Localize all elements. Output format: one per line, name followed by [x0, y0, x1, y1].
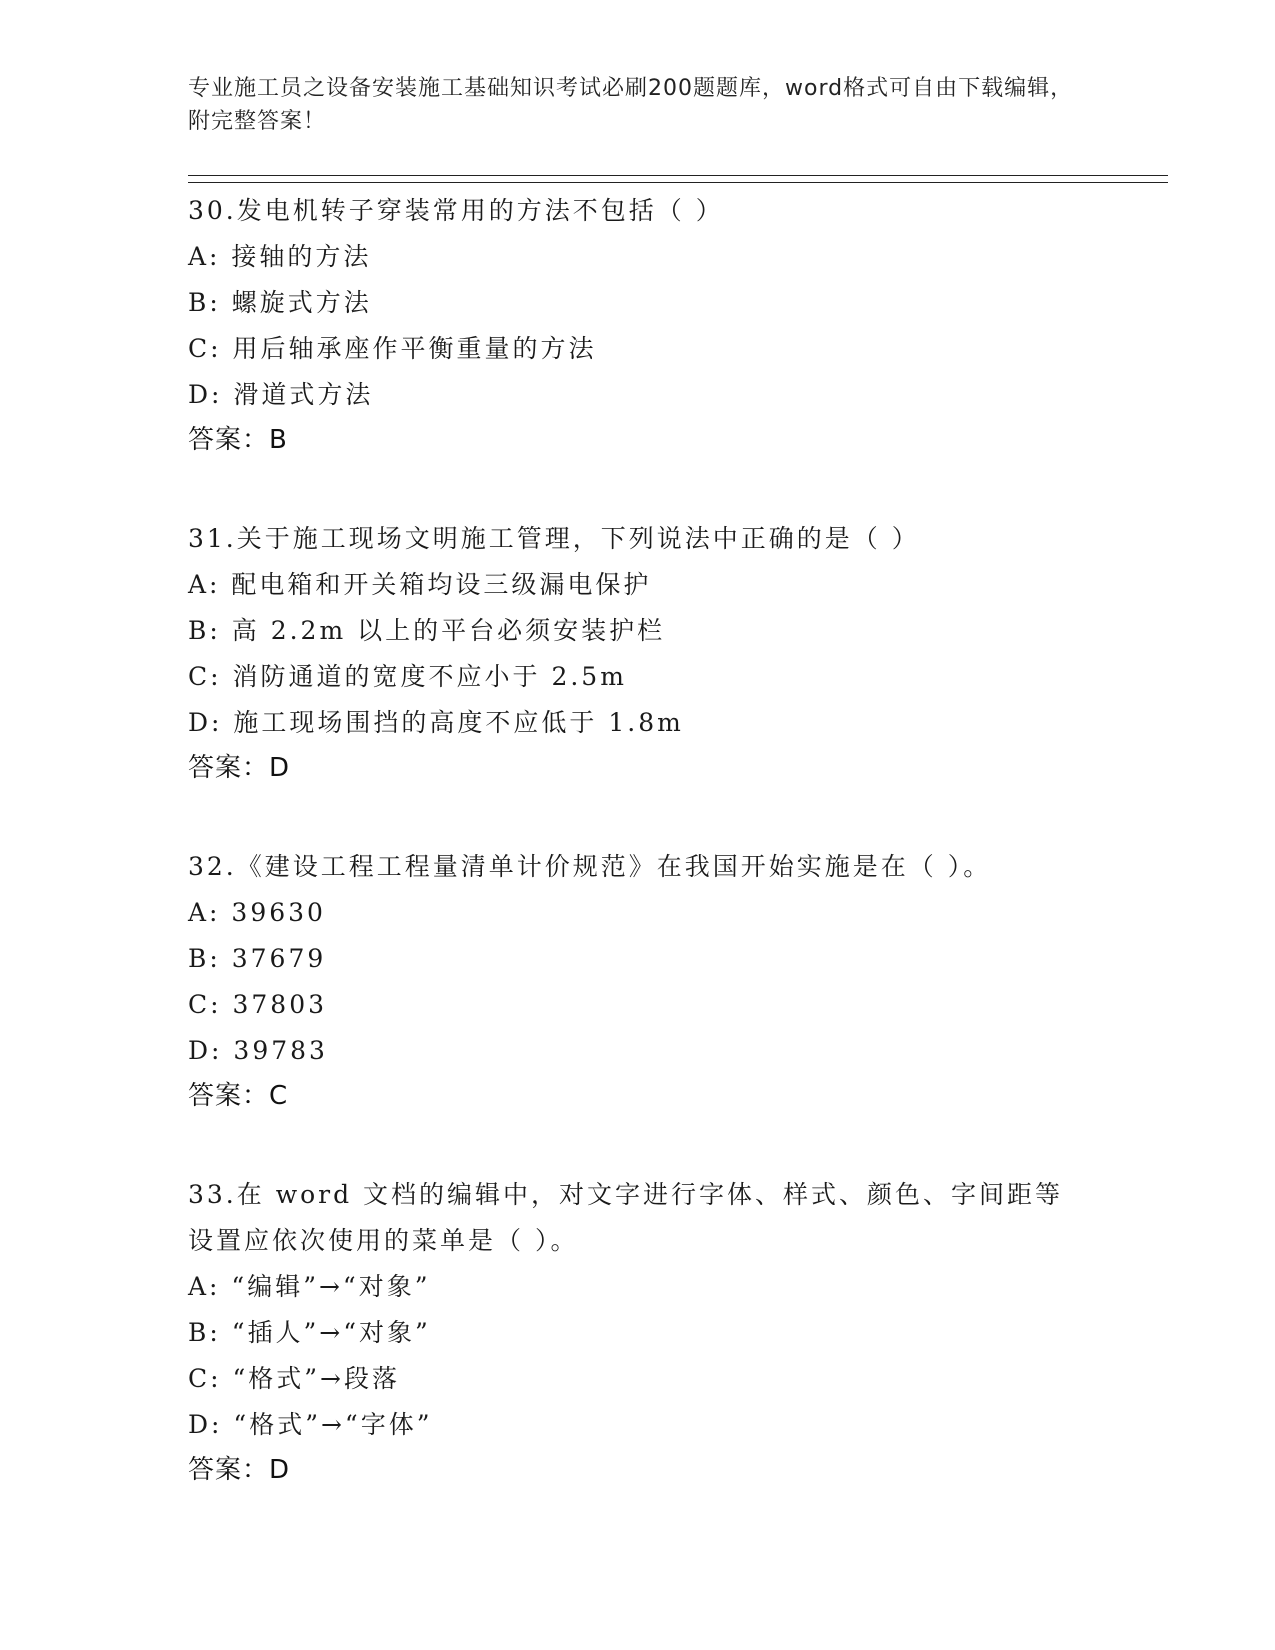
option-d: D: “格式”→“字体” [188, 1410, 433, 1439]
header-rule-top [188, 175, 1168, 176]
answer-text: 答案：C [188, 1081, 289, 1111]
option-b: B: 螺旋式方法 [188, 288, 372, 317]
question-stem: 31.关于施工现场文明施工管理，下列说法中正确的是（ ） [188, 524, 920, 553]
question-33 [188, 1172, 1188, 1492]
question-list [188, 188, 1188, 1546]
question-stem: 30.发电机转子穿装常用的方法不包括（ ） [188, 196, 724, 225]
option-d: D: 滑道式方法 [188, 380, 374, 409]
option-c: C: 用后轴承座作平衡重量的方法 [188, 334, 597, 363]
answer-text: 答案：D [188, 753, 291, 783]
question-31 [188, 516, 1188, 790]
answer-text: 答案：D [188, 1455, 291, 1485]
option-a: A: “编辑”→“对象” [188, 1272, 431, 1301]
question-30 [188, 188, 1188, 462]
option-a: A: 39630 [188, 898, 326, 927]
question-stem-line-1: 33.在 word 文档的编辑中，对文字进行字体、样式、颜色、字间距等 [188, 1180, 1064, 1209]
question-stem-line-2: 设置应依次使用的菜单是（ ）。 [188, 1226, 579, 1255]
question-stem: 32.《建设工程工程量清单计价规范》在我国开始实施是在（ ）。 [188, 852, 992, 881]
answer-text: 答案：B [188, 425, 288, 455]
option-b: B: 高 2.2m 以上的平台必须安装护栏 [188, 616, 666, 645]
option-b: B: 37679 [188, 944, 327, 973]
option-b: B: “插人”→“对象” [188, 1318, 431, 1347]
option-d: D: 39783 [188, 1036, 328, 1065]
question-32 [188, 844, 1188, 1118]
option-c: C: “格式”→段落 [188, 1364, 401, 1393]
option-a: A: 配电箱和开关箱均设三级漏电保护 [188, 570, 652, 599]
header-rule-bottom [188, 182, 1168, 183]
option-c: C: 消防通道的宽度不应小于 2.5m [188, 662, 627, 691]
document-header: 专业施工员之设备安装施工基础知识考试必刷200题题库，word格式可自由下载编辑，附完整答案！ [188, 76, 1074, 134]
option-a: A: 接轴的方法 [188, 242, 372, 271]
option-d: D: 施工现场围挡的高度不应低于 1.8m [188, 708, 684, 737]
option-c: C: 37803 [188, 990, 328, 1019]
